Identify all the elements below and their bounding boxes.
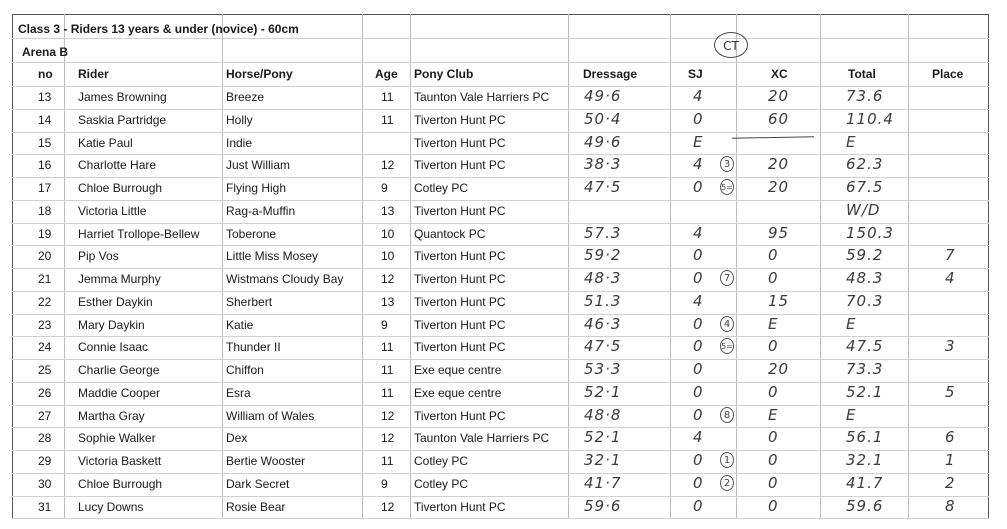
cell-total: 150.3 <box>846 224 894 242</box>
cell-total: 62.3 <box>846 155 884 173</box>
cell-total: 73.3 <box>846 360 884 378</box>
cell-horse: Wistmans Cloudy Bay <box>226 272 344 286</box>
column-divider <box>908 14 909 519</box>
cell-horse: Breeze <box>226 90 265 104</box>
cell-age: 12 <box>381 409 395 423</box>
cell-total: E <box>846 133 857 151</box>
cell-dressage: 51.3 <box>584 292 622 310</box>
cell-sj: 0 <box>693 178 704 196</box>
cell-age: 11 <box>381 113 394 127</box>
cell-age: 13 <box>381 295 395 309</box>
cell-age: 12 <box>381 158 395 172</box>
cell-sj: 0 <box>693 246 704 264</box>
cell-xc: 0 <box>768 451 779 469</box>
cell-dressage: 47·5 <box>584 337 622 355</box>
cell-no: 29 <box>38 454 52 468</box>
cell-no: 21 <box>38 272 52 286</box>
cell-club: Tiverton Hunt PC <box>414 113 506 127</box>
cell-no: 26 <box>38 386 52 400</box>
cell-rider: Harriet Trollope-Bellew <box>78 227 200 241</box>
cell-rider: Connie Isaac <box>78 340 149 354</box>
row-divider <box>12 496 989 497</box>
cell-rider: Victoria Baskett <box>78 454 162 468</box>
cell-rider: James Browning <box>78 90 167 104</box>
cell-sj: 0 <box>693 383 704 401</box>
cell-club: Exe eque centre <box>414 386 502 400</box>
cell-no: 25 <box>38 363 52 377</box>
cell-xc: 0 <box>768 497 779 515</box>
cell-age: 10 <box>381 227 395 241</box>
row-divider <box>12 223 989 224</box>
cell-total: 67.5 <box>846 178 884 196</box>
cell-place: 3 <box>945 337 956 355</box>
row-divider <box>12 154 989 155</box>
cell-age: 11 <box>381 340 394 354</box>
cell-place: 7 <box>945 246 956 264</box>
cell-total: 59.6 <box>846 497 884 515</box>
cell-no: 20 <box>38 249 52 263</box>
cell-no: 23 <box>38 318 52 332</box>
cell-dressage: 32·1 <box>584 451 622 469</box>
cell-total: 110.4 <box>846 110 894 128</box>
header-xc: XC <box>771 67 788 81</box>
cell-no: 16 <box>38 158 52 172</box>
cell-dressage: 49·6 <box>584 133 622 151</box>
cell-club: Tiverton Hunt PC <box>414 249 506 263</box>
header-horse: Horse/Pony <box>226 67 293 81</box>
cell-rider: Jemma Murphy <box>78 272 161 286</box>
cell-age: 12 <box>381 272 395 286</box>
cell-dressage: 59·2 <box>584 246 622 264</box>
cell-rider: Victoria Little <box>78 204 147 218</box>
cell-dressage: 46·3 <box>584 315 622 333</box>
header-age: Age <box>375 67 398 81</box>
cell-horse: Chiffon <box>226 363 264 377</box>
row-divider <box>12 268 989 269</box>
cell-rider: Sophie Walker <box>78 431 156 445</box>
row-divider <box>12 291 989 292</box>
cell-place: 4 <box>945 269 956 287</box>
cell-horse: Just William <box>226 158 291 172</box>
cell-no: 15 <box>38 136 52 150</box>
cell-total: E <box>846 315 857 333</box>
header-dressage: Dressage <box>583 67 638 81</box>
cell-age: 9 <box>381 318 388 332</box>
sj-circle-annotation: 8 <box>720 407 734 423</box>
column-divider <box>410 14 411 519</box>
cell-no: 27 <box>38 409 52 423</box>
class-title: Class 3 - Riders 13 years & under (novice) - 60cm <box>18 22 299 36</box>
cell-rider: Pip Vos <box>78 249 119 263</box>
cell-sj: 0 <box>693 315 704 333</box>
cell-xc: 20 <box>768 155 790 173</box>
cell-total: W/D <box>846 201 881 219</box>
sj-circle-annotation: 1 <box>720 452 734 468</box>
cell-xc: 0 <box>768 269 779 287</box>
cell-club: Exe eque centre <box>414 363 502 377</box>
cell-no: 18 <box>38 204 52 218</box>
column-divider <box>64 14 65 519</box>
cell-place: 1 <box>945 451 956 469</box>
cell-rider: Lucy Downs <box>78 500 144 514</box>
cell-no: 30 <box>38 477 52 491</box>
cell-no: 31 <box>38 500 52 514</box>
cell-dressage: 47·5 <box>584 178 622 196</box>
row-divider <box>12 200 989 201</box>
cell-club: Tiverton Hunt PC <box>414 204 506 218</box>
cell-sj: 0 <box>693 451 704 469</box>
sj-circle-annotation: 3 <box>720 156 734 172</box>
cell-horse: Toberone <box>226 227 277 241</box>
row-divider <box>12 359 989 360</box>
cell-age: 12 <box>381 500 395 514</box>
cell-total: 59.2 <box>846 246 884 264</box>
cell-horse: Indie <box>226 136 253 150</box>
sj-circle-annotation: 4 <box>720 316 734 332</box>
cell-club: Cotley PC <box>414 181 469 195</box>
cell-no: 19 <box>38 227 52 241</box>
cell-xc: 15 <box>768 292 790 310</box>
cell-sj: 0 <box>693 474 704 492</box>
cell-club: Quantock PC <box>414 227 486 241</box>
cell-horse: Bertie Wooster <box>226 454 306 468</box>
ct-annotation: CT <box>714 32 748 58</box>
cell-dressage: 57.3 <box>584 224 622 242</box>
cell-xc: 20 <box>768 178 790 196</box>
cell-horse: Dex <box>226 431 248 445</box>
column-divider <box>222 14 223 519</box>
cell-sj: 0 <box>693 406 704 424</box>
column-divider <box>736 14 737 519</box>
cell-total: E <box>846 406 857 424</box>
cell-club: Tiverton Hunt PC <box>414 158 506 172</box>
cell-horse: Flying High <box>226 181 287 195</box>
row-divider <box>12 314 989 315</box>
cell-sj: 0 <box>693 360 704 378</box>
cell-xc: 20 <box>768 360 790 378</box>
row-divider <box>12 518 989 519</box>
cell-club: Tiverton Hunt PC <box>414 295 506 309</box>
column-divider <box>670 14 671 519</box>
cell-age: 9 <box>381 477 388 491</box>
cell-sj: 4 <box>693 87 704 105</box>
cell-no: 13 <box>38 90 52 104</box>
cell-horse: Thunder II <box>226 340 281 354</box>
cell-xc: 20 <box>768 87 790 105</box>
cell-xc: 0 <box>768 337 779 355</box>
arena-label: Arena B <box>22 45 69 59</box>
cell-no: 24 <box>38 340 52 354</box>
cell-xc: E <box>768 315 779 333</box>
cell-horse: Katie <box>226 318 254 332</box>
cell-place: 8 <box>945 497 956 515</box>
cell-xc: 0 <box>768 474 779 492</box>
cell-rider: Chloe Burrough <box>78 181 163 195</box>
cell-age: 11 <box>381 90 394 104</box>
cell-club: Taunton Vale Harriers PC <box>414 431 550 445</box>
cell-club: Tiverton Hunt PC <box>414 340 506 354</box>
row-divider <box>12 382 989 383</box>
header-place: Place <box>932 67 964 81</box>
cell-sj: 4 <box>693 155 704 173</box>
cell-rider: Maddie Cooper <box>78 386 161 400</box>
cell-club: Tiverton Hunt PC <box>414 409 506 423</box>
cell-dressage: 52·1 <box>584 428 622 446</box>
row-divider <box>12 336 989 337</box>
cell-no: 17 <box>38 181 52 195</box>
cell-place: 5 <box>945 383 956 401</box>
cell-no: 22 <box>38 295 52 309</box>
cell-total: 41.7 <box>846 474 884 492</box>
cell-dressage: 59·6 <box>584 497 622 515</box>
cell-club: Tiverton Hunt PC <box>414 318 506 332</box>
cell-horse: Dark Secret <box>226 477 290 491</box>
cell-sj: 4 <box>693 292 704 310</box>
row-divider <box>12 109 989 110</box>
cell-horse: Sherbert <box>226 295 273 309</box>
cell-rider: Saskia Partridge <box>78 113 167 127</box>
cell-no: 28 <box>38 431 52 445</box>
cell-total: 32.1 <box>846 451 884 469</box>
cell-rider: Mary Daykin <box>78 318 145 332</box>
cell-age: 11 <box>381 454 394 468</box>
sj-circle-annotation: 2 <box>720 475 734 491</box>
cell-dressage: 53·3 <box>584 360 622 378</box>
cell-sj: E <box>693 133 704 151</box>
cell-total: 47.5 <box>846 337 884 355</box>
cell-place: 2 <box>945 474 956 492</box>
cell-rider: Martha Gray <box>78 409 145 423</box>
cell-age: 11 <box>381 363 394 377</box>
cell-no: 14 <box>38 113 52 127</box>
sj-circle-annotation: 7 <box>720 270 734 286</box>
cell-rider: Charlie George <box>78 363 160 377</box>
cell-club: Cotley PC <box>414 477 469 491</box>
row-divider <box>12 473 989 474</box>
cell-dressage: 49·6 <box>584 87 622 105</box>
column-divider <box>362 14 363 519</box>
sj-circle-annotation: 5= <box>720 179 734 195</box>
cell-club: Taunton Vale Harriers PC <box>414 90 550 104</box>
header-sj: SJ <box>688 67 703 81</box>
cell-horse: William of Wales <box>226 409 315 423</box>
cell-dressage: 52·1 <box>584 383 622 401</box>
cell-club: Tiverton Hunt PC <box>414 500 506 514</box>
cell-sj: 0 <box>693 269 704 287</box>
cell-dressage: 38·3 <box>584 155 622 173</box>
cell-dressage: 41·7 <box>584 474 622 492</box>
cell-horse: Little Miss Mosey <box>226 249 319 263</box>
header-no: no <box>38 67 53 81</box>
row-divider <box>12 177 989 178</box>
cell-total: 70.3 <box>846 292 884 310</box>
cell-xc: 95 <box>768 224 790 242</box>
cell-place: 6 <box>945 428 956 446</box>
cell-horse: Rag-a-Muffin <box>226 204 296 218</box>
cell-xc: E <box>768 406 779 424</box>
row-divider <box>12 132 989 133</box>
cell-total: 73.6 <box>846 87 884 105</box>
cell-sj: 0 <box>693 110 704 128</box>
cell-age: 12 <box>381 431 395 445</box>
header-total: Total <box>848 67 876 81</box>
cell-age: 11 <box>381 386 394 400</box>
row-divider <box>12 62 989 63</box>
cell-age: 9 <box>381 181 388 195</box>
cell-total: 52.1 <box>846 383 884 401</box>
cell-xc: 0 <box>768 246 779 264</box>
cell-club: Tiverton Hunt PC <box>414 272 506 286</box>
cell-sj: 4 <box>693 428 704 446</box>
cell-xc: 60 <box>768 110 790 128</box>
cell-club: Cotley PC <box>414 454 469 468</box>
cell-sj: 4 <box>693 224 704 242</box>
cell-sj: 0 <box>693 337 704 355</box>
cell-total: 48.3 <box>846 269 884 287</box>
cell-horse: Holly <box>226 113 253 127</box>
row-divider <box>12 245 989 246</box>
cell-xc: 0 <box>768 383 779 401</box>
cell-rider: Katie Paul <box>78 136 133 150</box>
cell-horse: Rosie Bear <box>226 500 286 514</box>
cell-dressage: 48·3 <box>584 269 622 287</box>
cell-rider: Esther Daykin <box>78 295 153 309</box>
header-club: Pony Club <box>414 67 474 81</box>
column-divider <box>568 14 569 519</box>
row-divider <box>12 86 989 87</box>
cell-xc: 0 <box>768 428 779 446</box>
cell-club: Tiverton Hunt PC <box>414 136 506 150</box>
row-divider <box>12 405 989 406</box>
cell-rider: Chloe Burrough <box>78 477 163 491</box>
cell-rider: Charlotte Hare <box>78 158 157 172</box>
column-divider <box>820 14 821 519</box>
row-divider <box>12 427 989 428</box>
cell-sj: 0 <box>693 497 704 515</box>
cell-dressage: 50·4 <box>584 110 622 128</box>
cell-total: 56.1 <box>846 428 884 446</box>
cell-horse: Esra <box>226 386 251 400</box>
cell-age: 10 <box>381 249 395 263</box>
row-divider <box>12 38 989 39</box>
cell-age: 13 <box>381 204 395 218</box>
sj-circle-annotation: 5= <box>720 338 734 354</box>
cell-dressage: 48·8 <box>584 406 622 424</box>
row-divider <box>12 450 989 451</box>
header-rider: Rider <box>78 67 109 81</box>
